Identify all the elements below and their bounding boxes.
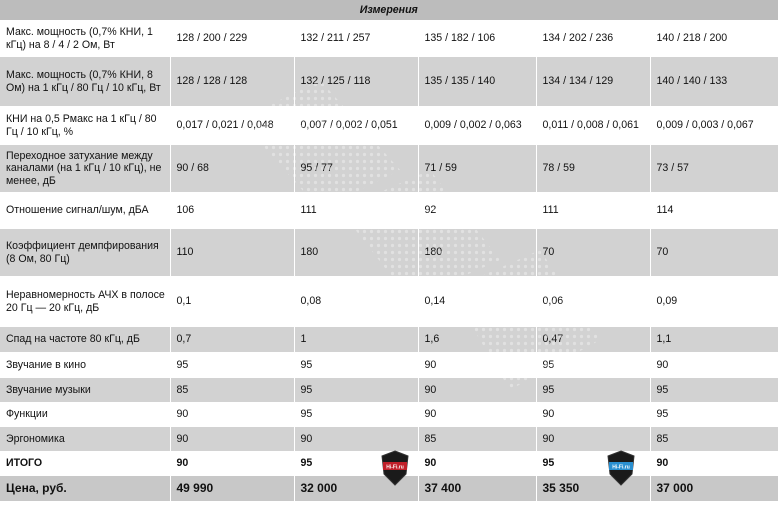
cell-value: 0,14 <box>418 277 536 327</box>
cell-value: 140 / 140 / 133 <box>650 57 778 107</box>
cell-value: 132 / 125 / 118 <box>294 57 418 107</box>
cell-value: 90 <box>418 403 536 427</box>
cell-value: 85 <box>418 427 536 452</box>
cell-value: 95 <box>294 452 418 476</box>
cell-value: 37 400 <box>418 476 536 502</box>
cell-value: 111 <box>536 193 650 229</box>
cell-value: 95 <box>294 403 418 427</box>
table-row <box>0 229 778 277</box>
table-row <box>0 327 778 353</box>
cell-value: 0,7 <box>170 327 294 353</box>
cell-value: 0,47 <box>536 327 650 353</box>
cell-value: 110 <box>170 229 294 277</box>
cell-value: 140 / 218 / 200 <box>650 21 778 57</box>
table-row <box>0 21 778 57</box>
award-badge-red <box>380 450 410 486</box>
badge-text: Hi-Fi.ru <box>386 464 404 471</box>
cell-value: 135 / 182 / 106 <box>418 21 536 57</box>
row-label: Спад на частоте 80 кГц, дБ <box>0 327 170 353</box>
row-label: Переходное затухание между каналами (на 1 кГц / 10 кГц), не менее, дБ <box>0 145 170 193</box>
cell-value: 70 <box>536 229 650 277</box>
cell-value: 128 / 200 / 229 <box>170 21 294 57</box>
row-label: Эргономика <box>0 427 170 452</box>
table-header-row <box>0 0 778 21</box>
cell-value: 37 000 <box>650 476 778 502</box>
cell-value: 95 <box>294 353 418 378</box>
table-row <box>0 145 778 193</box>
cell-value: 92 <box>418 193 536 229</box>
row-label: ИТОГО <box>0 452 170 476</box>
cell-value: 0,1 <box>170 277 294 327</box>
cell-value: 0,007 / 0,002 / 0,051 <box>294 107 418 145</box>
cell-value: 0,017 / 0,021 / 0,048 <box>170 107 294 145</box>
cell-value: 70 <box>650 229 778 277</box>
cell-value: 90 <box>418 378 536 403</box>
cell-value: 90 <box>170 427 294 452</box>
cell-value: 49 990 <box>170 476 294 502</box>
cell-value: 90 <box>170 403 294 427</box>
cell-value: 1,6 <box>418 327 536 353</box>
cell-value: 114 <box>650 193 778 229</box>
cell-value: 95 <box>536 378 650 403</box>
cell-value: 73 / 57 <box>650 145 778 193</box>
row-label: Звучание музыки <box>0 378 170 403</box>
row-label: Цена, руб. <box>0 476 170 502</box>
row-label: Коэффициент демпфирования (8 Ом, 80 Гц) <box>0 229 170 277</box>
cell-value: 90 <box>418 452 536 476</box>
table-row <box>0 193 778 229</box>
row-label: Звучание в кино <box>0 353 170 378</box>
table-row <box>0 427 778 452</box>
cell-value: 134 / 202 / 236 <box>536 21 650 57</box>
table-row <box>0 378 778 403</box>
cell-value: 95 <box>536 353 650 378</box>
badge-text: Hi-Fi.ru <box>612 464 630 471</box>
cell-value: 111 <box>294 193 418 229</box>
row-label: Макс. мощность (0,7% КНИ, 1 кГц) на 8 / 4 / 2 Ом, Вт <box>0 21 170 57</box>
cell-value: 78 / 59 <box>536 145 650 193</box>
cell-value: 0,009 / 0,002 / 0,063 <box>418 107 536 145</box>
cell-value: 180 <box>418 229 536 277</box>
cell-value: 1,1 <box>650 327 778 353</box>
table-row <box>0 277 778 327</box>
cell-value: 134 / 134 / 129 <box>536 57 650 107</box>
cell-value: 135 / 135 / 140 <box>418 57 536 107</box>
cell-value: 95 / 77 <box>294 145 418 193</box>
cell-value: 95 <box>650 403 778 427</box>
table-row <box>0 403 778 427</box>
table-row <box>0 353 778 378</box>
cell-value: 0,09 <box>650 277 778 327</box>
cell-value: 90 / 68 <box>170 145 294 193</box>
cell-value: 95 <box>536 452 650 476</box>
cell-value: 0,009 / 0,003 / 0,067 <box>650 107 778 145</box>
cell-value: 35 350 <box>536 476 650 502</box>
cell-value: 95 <box>170 353 294 378</box>
table-row <box>0 107 778 145</box>
cell-value: 95 <box>650 378 778 403</box>
shield-icon <box>380 450 410 486</box>
cell-value: 132 / 211 / 257 <box>294 21 418 57</box>
cell-value: 90 <box>536 427 650 452</box>
cell-value: 90 <box>418 353 536 378</box>
cell-value: 90 <box>650 452 778 476</box>
row-label: Отношение сигнал/шум, дБА <box>0 193 170 229</box>
cell-value: 95 <box>294 378 418 403</box>
table-title: Измерения <box>0 0 778 21</box>
cell-value: 32 000 <box>294 476 418 502</box>
cell-value: 90 <box>294 427 418 452</box>
row-label: Макс. мощность (0,7% КНИ, 8 Ом) на 1 кГц / 80 Гц / 10 кГц, Вт <box>0 57 170 107</box>
table-row <box>0 57 778 107</box>
cell-value: 180 <box>294 229 418 277</box>
cell-value: 85 <box>170 378 294 403</box>
award-badge-blue <box>606 450 636 486</box>
cell-value: 0,011 / 0,008 / 0,061 <box>536 107 650 145</box>
cell-value: 71 / 59 <box>418 145 536 193</box>
cell-value: 85 <box>650 427 778 452</box>
cell-value: 1 <box>294 327 418 353</box>
cell-value: 90 <box>536 403 650 427</box>
cell-value: 0,06 <box>536 277 650 327</box>
row-label: Функции <box>0 403 170 427</box>
cell-value: 128 / 128 / 128 <box>170 57 294 107</box>
cell-value: 90 <box>650 353 778 378</box>
row-label: КНИ на 0,5 Рмакс на 1 кГц / 80 Гц / 10 кГц, % <box>0 107 170 145</box>
cell-value: 106 <box>170 193 294 229</box>
cell-value: 0,08 <box>294 277 418 327</box>
cell-value: 90 <box>170 452 294 476</box>
row-label: Неравномерность АЧХ в полосе 20 Гц — 20 кГц, дБ <box>0 277 170 327</box>
shield-icon <box>606 450 636 486</box>
